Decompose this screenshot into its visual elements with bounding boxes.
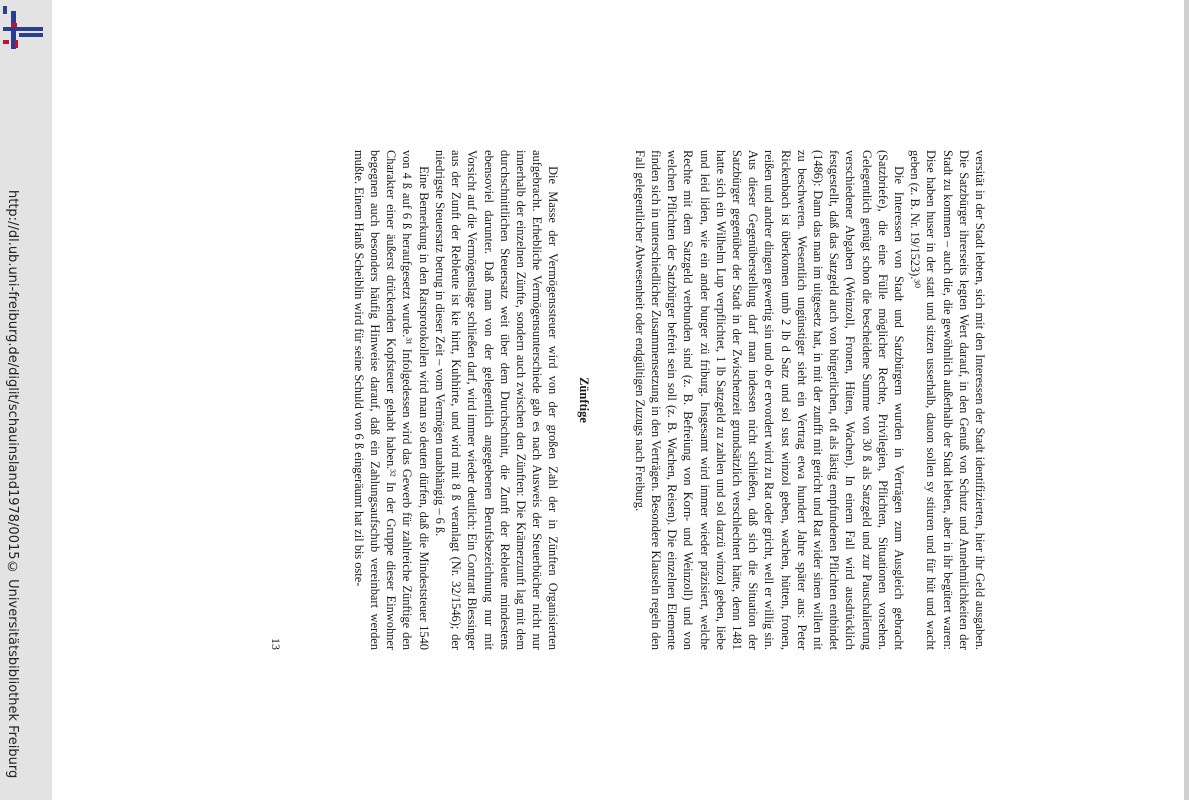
page-number: 13 (269, 638, 284, 650)
scanned-page (268, 150, 988, 650)
source-info (2, 190, 50, 790)
source-url[interactable]: http://dl.ub.uni-freiburg.de/diglit/schauinsland1978/0015 (5, 190, 20, 560)
copyright-notice: © Universitätsbibliothek Freiburg (5, 559, 20, 778)
viewer-sidebar (0, 0, 52, 800)
university-logo-icon (0, 0, 52, 60)
paragraph-1: versität in der Stadt lebten, sich mit den Interessen der Stadt identifizierten, hier ihr Geld ausgaben. Die Satzbürger ihrerseits legten Wert darauf, in den Genuß von Schutz und Annehmlichkeiten der Stadt zu kommen – auch die, die gewöhnlich außerhalb der Stadt lebten, aber in ihr begütert waren: Dise haben huser in der statt und sitzen usserhalb, dauon sollen sy stiuren und für hüt und wacht geben (z. B. Nr. 19/1523).³⁰ (908, 150, 987, 650)
paragraph-4: Eine Bemerkung in den Ratsprotokollen wird man so deuten dürfen, daß die Mindeststeuer 1540 von 4 ß auf 6 ß heraufgesetzt wurde.³¹ Infolgedessen wird das Gewerb für zahlreiche Zünftige den Charakter einer äußerst drückenden Kopfsteuer gehabt haben.³² In der Gruppe dieser Einwohner begegnen auch besonders häufig Hinweise darauf, daß ein Zahlungsaufschub vereinbart werden mußte. Einem Hanß Scheiblin wird für seine Schuld von 6 ß eingeräumt hat zil bis oste- (351, 150, 431, 650)
section-heading: Zünftige (576, 377, 591, 423)
paragraph-3: Die Masse der Vermögenssteuer wird von der großen Zahl der in Zünften Organisierten aufgebracht. Erhebliche Vermögensunterschiede gab es nach Ausweis der Steuerbücher nicht nur innerhalb der einzelnen Zünfte, sondern auch zwischen den Zünften: Die Krämerzunft lag mit dem durchschnittlichen Steuersatz weit über dem Durchschnitt, die Zunft der Rebleute mindestens ebensoviel darunter. Daß man von der gelegentlich angegebenen Berufsbezeichnung nur mit Vorsicht auf die Vermögenslage schließen darf, wird immer wieder deutlich: Ein Contratt Blessinger aus der Zunft der Rebleute ist kie hirtt, Kuhhirte, und wird mit 8 ß veranlagt (Nr. 32/1546); der niedrigste Steuersatz betrug in dieser Zeit – vom Vermögen unabhängig – 6 ß. (432, 150, 561, 650)
scrollbar-track[interactable] (1184, 0, 1189, 800)
paragraph-2: Die Interessen von Stadt und Satzbürgern wurden in Verträgen zum Ausgleich gebracht (Satzbriefe), die eine Fülle möglicher Rechte, Privilegien, Pflichten, Situationen vorsehen. Gelegentlich genügt schon die bescheidene Summe von 30 ß als Satzgeld und zur Pauschalierung verschiedener Abgaben (Weinzoll, Fronen, Hüten, Wachen). In einem Fall wird ausdrücklich festgestellt, daß das Satzgeld auch von bürgerlichen, oft als lästig empfundenen Pflichten entbindet (1486): Dann das man im uitgesetz hat, in mit der zunfft mit gericht und Rat wider sinen willen nit zu beschweren. Wesentlich ungünstiger sieht ein Vertrag etwa hundert Jahre später aus: Peter Rickenbach ist überkomen umb 2 lb d Satz und sol sust winzol geben, wachen, hütten, fronen, reißen und andrer dingen gewertig sin und ob er ervordert wird zu Rat oder gricht, well er willig sin. Aus dieser Gegenüberstellung darf man indessen nicht schließen, daß sich die Situation der Satzbürger gegenüber der Stadt in der Zwischenzeit grundsätzlich verschlechtert hätte, denn 1481 hatte sich ein Wilhelm Lup verpflichtet, 1 lb Satzgeld zu zahlen und sol darzü winzol geben, liebe und leid liden, wie ein ander burger zü friburg. Insgesamt wird immer wieder präzisiert, welche Rechte mit dem Satzgeld verbunden sind (z. B. Befreiung von Korn- und Weinzoll) und von welchen Pflichten der Satzbürger befreit sein soll (z. B. Wachen, Reisen). Die einzelnen Elemente finden sich in unterschiedlicher Zusammensetzung in den Verträgen. Besondere Klauseln regeln den Fall gelegentlicher Abwesenheit oder endgültigen Zuzugs nach Freiburg. (632, 150, 906, 650)
